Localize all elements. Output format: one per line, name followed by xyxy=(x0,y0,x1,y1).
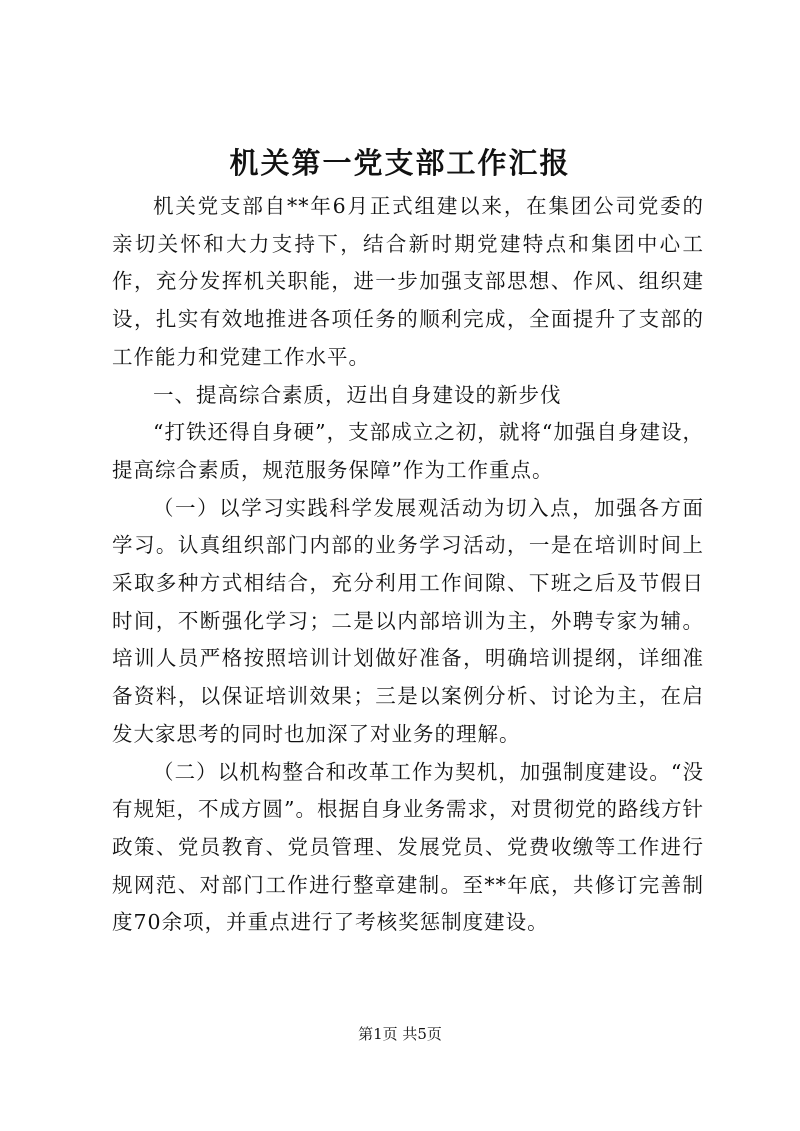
page-footer: 第1页 共5页 xyxy=(358,1025,442,1043)
paragraph-subsection-1: （一）以学习实践科学发展观活动为切入点，加强各方面学习。认真组织部门内部的业务学习活动，一是在培训时间上采取多种方式相结合，充分利用工作间隙、下班之后及节假日时间，不断强化学习；二是以内部培训为主，外聘专家为辅。培训人员严格按照培训计划做好准备，明确培训提纲，详细准备资料，以保证培训效果；三是以案例分析、讨论为主，在启发大家思考的同时也加深了对业务的理解。 xyxy=(112,495,704,746)
paragraph-subsection-2: （二）以机构整合和改革工作为契机，加强制度建设。“没有规矩，不成方圆”。根据自身业务需求，对贯彻党的路线方针政策、党员教育、党员管理、发展党员、党费收缴等工作进行规网范、对部门工作进行整章建制。至**年底，共修订完善制度70余项，并重点进行了考核奖惩制度建设。 xyxy=(112,759,704,935)
paragraph-section-1-intro: “打铁还得自身硬”，支部成立之初，就将“加强自身建设，提高综合素质，规范服务保障”作为工作重点。 xyxy=(112,420,704,482)
paragraph-intro: 机关党支部自**年6月正式组建以来，在集团公司党委的亲切关怀和大力支持下，结合新时期党建特点和集团中心工作，充分发挥机关职能，进一步加强支部思想、作风、组织建设，扎实有效地推进各项任务的顺利完成，全面提升了支部的工作能力和党建工作水平。 xyxy=(112,194,704,369)
document-body xyxy=(112,188,704,942)
document-title: 机关第一党支部工作汇报 xyxy=(229,146,571,180)
section-heading-1: 一、提高综合素质，迈出自身建设的新步伐 xyxy=(153,382,562,407)
